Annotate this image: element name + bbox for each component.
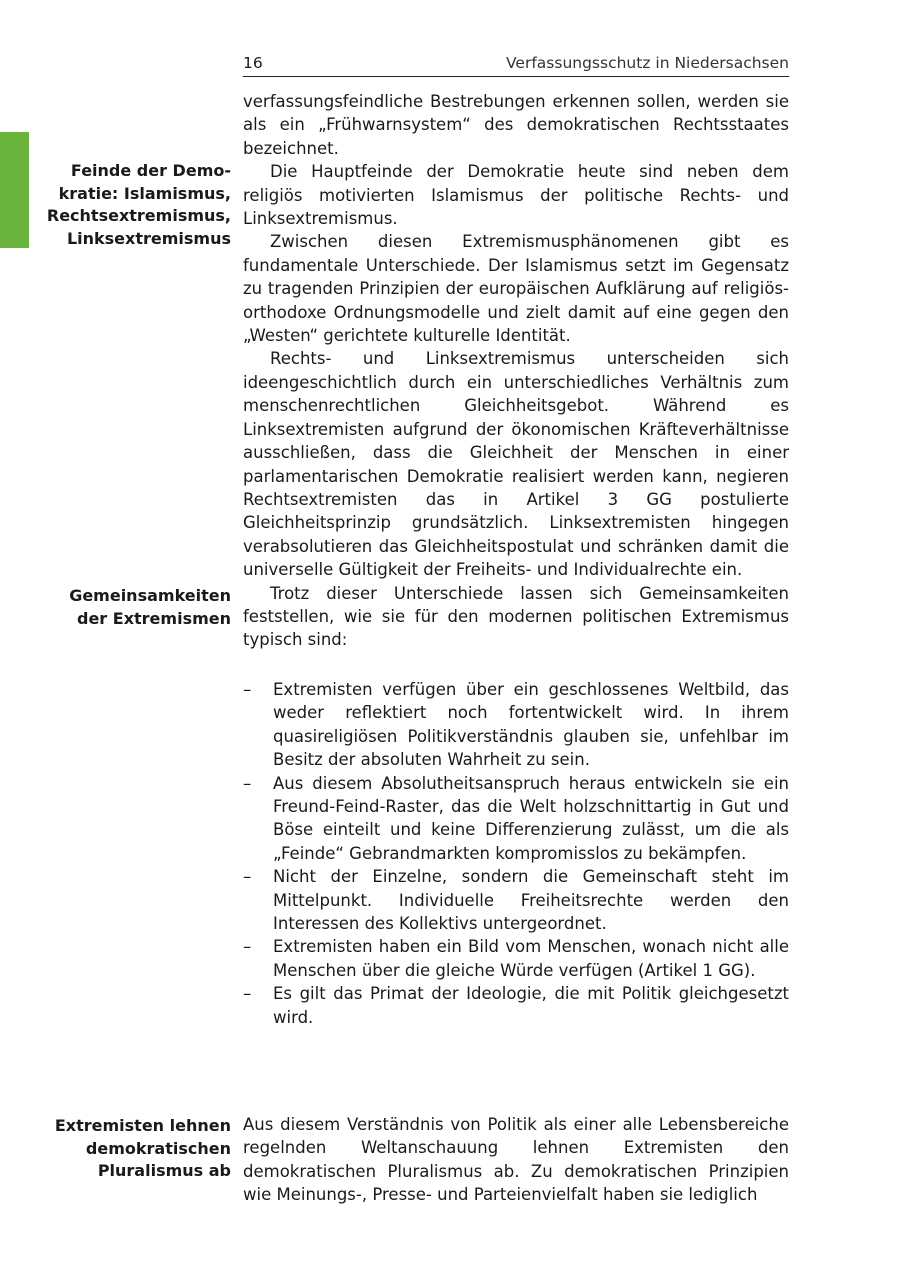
paragraph: Trotz dieser Unterschiede lassen sich Gemeinsamkeiten feststellen, wie sie für den modernen politischen Extremismus typisch sind: [243, 583, 789, 650]
paragraph: Aus diesem Verständnis von Politik als einer alle Lebensbereiche regelnden Weltanschauung lehnen Extremisten den demokratischen Pluralismus ab. Zu demokratischen Prinzipien wie Meinungs-, Presse- und Parteienvielfalt haben sie lediglich [243, 1115, 789, 1205]
paragraph: Zwischen diesen Extremismusphänomenen gibt es fundamentale Unterschiede. Der Islamismus setzt im Gegensatz zu tragenden Prinzipien der europäischen Aufklärung auf religiös-orthodoxe Ordnungsmodelle und zielt damit auf eine gegen den „Westen“ gerichtete kulturelle Identität. [243, 232, 789, 346]
dash-marker: – [243, 773, 252, 793]
margin-note-enemies: Feinde der Demo- kratie: Islamismus, Rechtsextremismus, Linksextremismus [46, 161, 231, 248]
list-item: – Aus diesem Absolutheitsanspruch heraus entwickeln sie ein Freund-Feind-Raster, das die Welt holzschnittartig in Gut und Böse einteilt und keine Differenzierung zulässt, um die als „Feinde“ Gebrandmarkten kompromisslos zu bekämpfen. [243, 773, 789, 863]
body-text-list [243, 678, 789, 1029]
chapter-color-tab [0, 132, 29, 248]
paragraph: Rechts- und Linksextremismus unterscheiden sich ideengeschichtlich durch ein unterschiedliches Verhältnis zum menschenrechtlichen Gleichheitsgebot. Während es Linksextremisten aufgrund der ökonomischen Kräfteverhältnisse ausschließen, dass die Gleichheit der Menschen in einer parlamentarischen Demokratie realisiert werden kann, negieren Rechtsextremisten das in Artikel 3 GG postulierte Gleichheitsprinzip grundsätzlich. Linksextremisten hingegen verabsolutieren das Gleichheitspostulat und schränken damit die universelle Gültigkeit der Freiheits- und Individualrechte ein. [243, 349, 789, 580]
dash-marker: – [243, 680, 252, 699]
bullet-list [243, 678, 789, 1029]
dash-marker: – [243, 867, 252, 887]
running-title: Verfassungsschutz in Niedersachsen [506, 54, 789, 72]
dash-marker: – [243, 937, 252, 957]
paragraph: verfassungsfeindliche Bestrebungen erkennen sollen, werden sie als ein „Frühwarnsystem“ des demokratischen Rechtsstaates bezeichnet. [243, 92, 789, 158]
list-item: – Extremisten verfügen über ein geschlossenes Weltbild, das weder reflektiert noch fortentwickelt wird. In ihrem quasireligiösen Politikverständnis glauben sie, unfehlbar im Besitz der absoluten Wahrheit zu sein. [243, 680, 789, 770]
list-item: – Es gilt das Primat der Ideologie, die mit Politik gleichgesetzt wird. [243, 984, 789, 1027]
list-item: – Nicht der Einzelne, sondern die Gemeinschaft steht im Mittelpunkt. Individuelle Freiheitsrechte werden den Interessen des Kollektivs untergeordnet. [243, 867, 789, 934]
running-header [243, 52, 789, 77]
margin-note-pluralism: Extremisten lehnen demokratischen Pluralismus ab [54, 1116, 231, 1181]
body-text-upper [243, 90, 789, 652]
body-text-lower [243, 1113, 789, 1207]
paragraph: Die Hauptfeinde der Demokratie heute sind neben dem religiös motivierten Islamismus der politische Rechts- und Linksextremismus. [243, 162, 789, 229]
margin-note-commonalities: Gemeinsamkeiten der Extremismen [69, 586, 231, 628]
page-number: 16 [243, 54, 263, 72]
dash-marker: – [243, 984, 252, 1004]
list-item: – Extremisten haben ein Bild vom Menschen, wonach nicht alle Menschen über die gleiche Würde verfügen (Artikel 1 GG). [243, 937, 789, 980]
